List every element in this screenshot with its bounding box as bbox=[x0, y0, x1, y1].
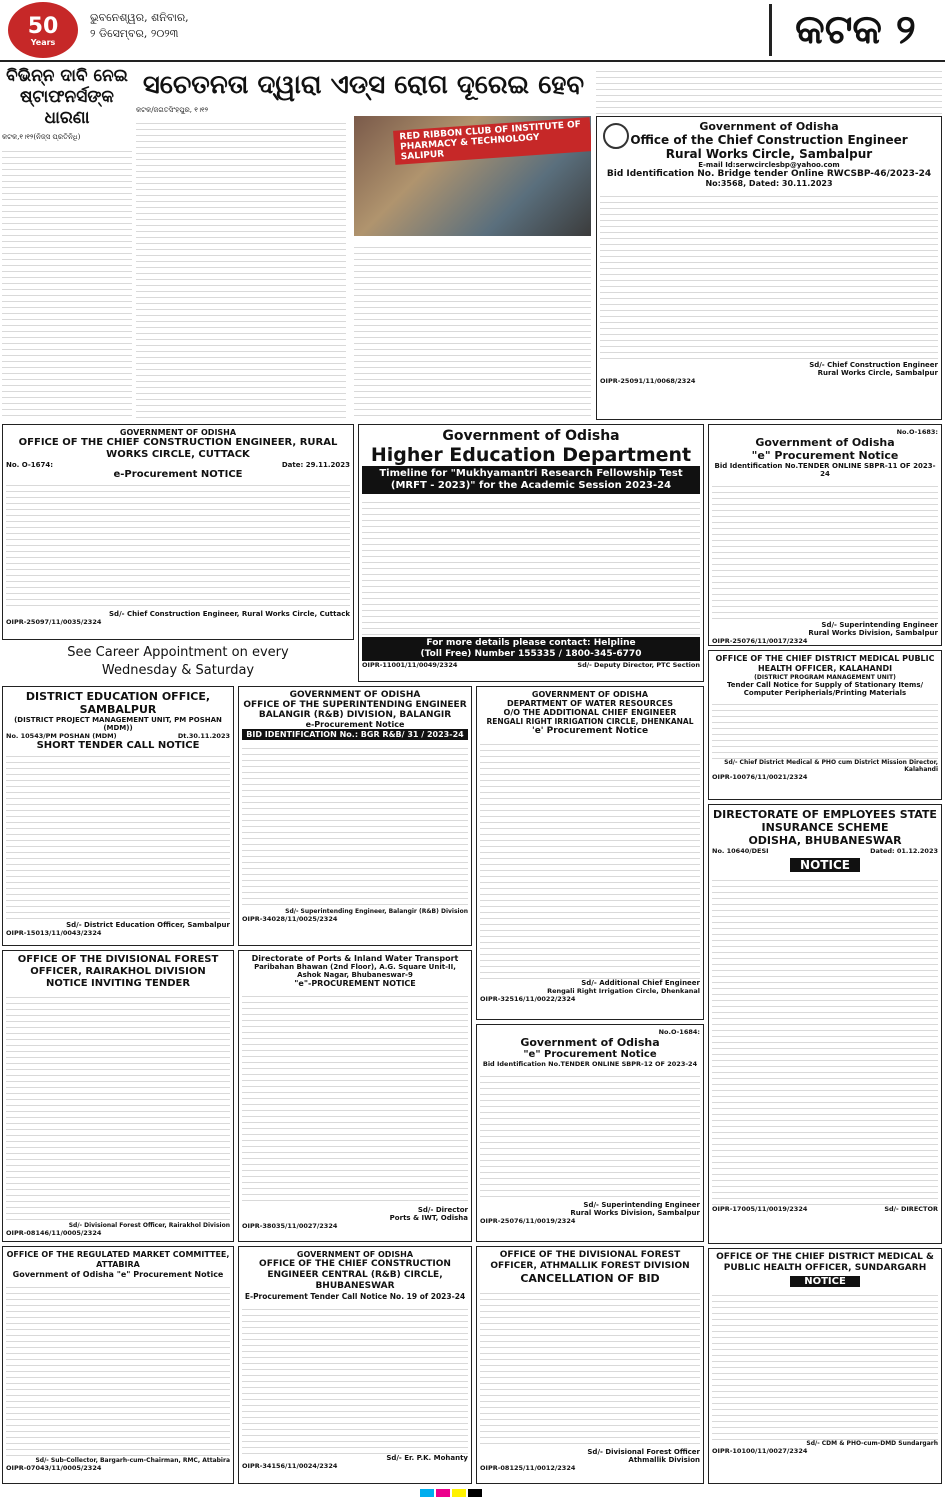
ad-signature: Sd/- Additional Chief Engineer bbox=[581, 979, 700, 987]
ad-signature: Sd/- Deputy Director, PTC Section bbox=[577, 661, 700, 669]
ad-kalahandi bbox=[708, 650, 942, 800]
ad-title: OFFICE OF THE REGULATED MARKET COMMITTEE, ATTABIRA bbox=[6, 1250, 230, 1269]
ad-water-resources bbox=[476, 686, 704, 1020]
ad-body bbox=[480, 739, 700, 979]
ad-dept: Higher Education Department bbox=[370, 444, 692, 466]
ad-body bbox=[6, 992, 230, 1222]
ad-title: OFFICE OF THE DIVISIONAL FOREST OFFICER, RAIRAKHOL DIVISION bbox=[17, 954, 219, 977]
story-right-strip bbox=[596, 66, 942, 114]
ad-body bbox=[242, 743, 468, 908]
ad-notice-title: NOTICE bbox=[790, 1276, 860, 1287]
ad-signature-2: Athmallik Division bbox=[628, 1456, 700, 1464]
ad-body bbox=[6, 480, 350, 610]
ad-signature-2: Rural Works Division, Sambalpur bbox=[808, 629, 938, 637]
ad-oipr: OIPR-32516/11/0022/2324 bbox=[480, 995, 576, 1003]
ad-banner bbox=[362, 466, 700, 494]
ad-district-education bbox=[2, 686, 234, 946]
ad-office: OFFICE OF THE SUPERINTENDING ENGINEER bbox=[243, 700, 467, 710]
ad-bid-id: Bid Identification No.TENDER ONLINE SBPR-11 OF 2023-24 bbox=[714, 462, 936, 478]
ad-higher-education bbox=[358, 424, 704, 682]
ad-signature-2: Rural Works Circle, Sambalpur bbox=[817, 369, 938, 377]
ad-body bbox=[242, 991, 468, 1206]
ad-signature: Sd/- DIRECTOR bbox=[884, 1205, 938, 1213]
career-line-1: See Career Appointment on every bbox=[67, 645, 289, 660]
story-main bbox=[136, 66, 591, 420]
register-mark-yellow bbox=[452, 1489, 466, 1497]
ad-gov: GOVERNMENT OF ODISHA bbox=[119, 428, 237, 437]
ad-subtitle: (DISTRICT PROGRAM MANAGEMENT UNIT) bbox=[754, 674, 896, 681]
ad-oipr: OIPR-17005/11/0019/2324 bbox=[712, 1205, 808, 1213]
ad-oipr: OIPR-34156/11/0024/2324 bbox=[242, 1462, 338, 1470]
ad-title: OFFICE OF THE CHIEF DISTRICT MEDICAL & PUBLIC HEALTH OFFICER, SUNDARGARH bbox=[716, 1252, 934, 1273]
story-left-dateline: କଟକ,୧।୧୨(ନିଜ୍ସ ପ୍ରତିନିଧି) bbox=[2, 133, 81, 141]
ad-city: ODISHA, BHUBANESWAR bbox=[748, 834, 902, 847]
ad-circle: Rural Works Circle, Sambalpur bbox=[665, 147, 873, 161]
ad-gov: GOVERNMENT OF ODISHA bbox=[296, 1250, 414, 1259]
ad-oipr: OIPR-11001/11/0049/2324 bbox=[362, 661, 458, 669]
ad-title: "e" Procurement Notice bbox=[523, 1049, 657, 1060]
ad-office: OFFICE OF THE CHIEF CONSTRUCTION ENGINEER, RURAL WORKS CIRCLE, CUTTACK bbox=[18, 437, 338, 460]
logo-subtitle: Years bbox=[30, 38, 56, 47]
ad-notice-title: e-Procurement Notice bbox=[305, 720, 405, 729]
ad-oipr: OIPR-07043/11/0005/2324 bbox=[6, 1464, 102, 1472]
ad-oipr: OIPR-25097/11/0035/2324 bbox=[6, 618, 102, 626]
ad-banner-line-1: Timeline for "Mukhyamantri Research Fellowship Test bbox=[379, 468, 683, 479]
register-mark-black bbox=[468, 1489, 482, 1497]
ad-title: "e" Procurement Notice bbox=[751, 449, 899, 462]
ad-title: DISTRICT EDUCATION OFFICE, SAMBALPUR bbox=[25, 690, 211, 716]
city-name: କଟକ bbox=[795, 6, 882, 53]
ad-notice-title: CANCELLATION OF BID bbox=[520, 1272, 660, 1285]
newspaper-logo bbox=[8, 2, 78, 58]
register-mark-magenta bbox=[436, 1489, 450, 1497]
ad-no-date: No:3568, Dated: 30.11.2023 bbox=[705, 179, 833, 188]
ad-oipr: OIPR-08146/11/0005/2324 bbox=[6, 1229, 102, 1237]
ad-signature-2: Ports & IWT, Odisha bbox=[389, 1214, 468, 1222]
tollfree-line: (Toll Free) Number 155335 / 1800-345-6770 bbox=[420, 649, 642, 659]
ad-signature: Sd/- Director bbox=[417, 1206, 468, 1214]
ad-bid-id: Bid Identification No.TENDER ONLINE SBPR-12 OF 2023-24 bbox=[482, 1060, 698, 1068]
ad-gov: GOVERNMENT OF ODISHA bbox=[531, 690, 649, 699]
ad-oipr: OIPR-25076/11/0019/2324 bbox=[480, 1217, 576, 1225]
ad-signature: Sd/- CDM & PHO-cum-DMD Sundargarh bbox=[806, 1440, 938, 1447]
ad-signature: Sd/- Chief District Medical & PHO cum District Mission Director, Kalahandi bbox=[724, 759, 938, 773]
ad-signature: Sd/- Chief Construction Engineer bbox=[809, 361, 938, 369]
ad-signature: Sd/- Sub-Collector, Bargarh-cum-Chairman, RMC, Attabira bbox=[35, 1457, 230, 1464]
story-left-body bbox=[2, 146, 132, 416]
masthead bbox=[0, 0, 945, 62]
ad-signature: Sd/- District Education Officer, Sambalpur bbox=[66, 921, 230, 929]
ad-gov: Government of Odisha bbox=[520, 1036, 660, 1049]
ad-no: No.O-1683: bbox=[896, 428, 938, 436]
ad-body bbox=[600, 191, 938, 361]
ad-body bbox=[362, 497, 700, 637]
ad-notice-title: Tender Call Notice for Supply of Stationary Items/ Computer Peripherials/Printing Materials bbox=[726, 681, 924, 697]
photo-banner-text: RED RIBBON CLUB OF INSTITUTE OF PHARMACY & TECHNOLOGY SALIPUR bbox=[393, 117, 591, 165]
ad-esi bbox=[708, 804, 942, 1244]
ad-office: O/O THE ADDITIONAL CHIEF ENGINEER bbox=[503, 708, 677, 717]
ad-attabira bbox=[2, 1246, 234, 1484]
ad-signature: Sd/- Superintending Engineer, Balangir (R&B) Division bbox=[285, 908, 468, 915]
ad-body bbox=[6, 1282, 230, 1457]
ad-division: RENGALI RIGHT IRRIGATION CIRCLE, DHENKANAL bbox=[486, 717, 694, 726]
ad-title: OFFICE OF THE CHIEF CONSTRUCTION ENGINEER CENTRAL (R&B) CIRCLE, BHUBANESWAR bbox=[259, 1259, 451, 1291]
ad-body bbox=[712, 875, 938, 1205]
ad-signature: Sd/- Divisional Forest Officer, Rairakhol Division bbox=[68, 1222, 230, 1229]
ad-dept: DEPARTMENT OF WATER RESOURCES bbox=[507, 699, 673, 708]
ad-title: DIRECTORATE OF EMPLOYEES STATE INSURANCE SCHEME bbox=[713, 808, 937, 834]
ad-body bbox=[712, 1290, 938, 1440]
ad-balangir bbox=[238, 686, 472, 946]
ad-signature-2: Rengali Right Irrigation Circle, Dhenkanal bbox=[547, 987, 700, 995]
career-strip bbox=[2, 644, 354, 682]
ad-date: Dt.30.11.2023 bbox=[177, 732, 230, 740]
ad-body bbox=[712, 481, 938, 621]
ad-bid-id: BID IDENTIFICATION No.: BGR R&B/ 31 / 2023-24 bbox=[242, 729, 468, 740]
ad-bid-id: Bid Identification No. Bridge tender Online RWCSBP-46/2023-24 bbox=[606, 169, 932, 179]
story-left bbox=[2, 66, 132, 420]
ad-office: Office of the Chief Construction Engineer bbox=[630, 133, 908, 147]
ad-gov: Government of Odisha bbox=[755, 436, 895, 449]
ad-no: No. 10543/PM POSHAN (MDM) bbox=[6, 732, 117, 740]
ad-title: OFFICE OF THE DIVISIONAL FOREST OFFICER, ATHMALLIK FOREST DIVISION bbox=[490, 1250, 690, 1271]
ad-notice-title: E-Procurement Tender Call Notice No. 19 of 2023-24 bbox=[244, 1292, 466, 1301]
ad-body bbox=[480, 1288, 700, 1448]
story-left-headline-1: ବିଭିନ୍ନ ଦାବି ନେଇ bbox=[6, 66, 128, 86]
ad-notice-title: 'e' Procurement Notice bbox=[531, 726, 649, 736]
ad-rural-sambalpur-12 bbox=[476, 1024, 704, 1242]
ad-notice-title: "e"-PROCUREMENT NOTICE bbox=[294, 979, 416, 988]
ad-oipr: OIPR-34028/11/0025/2324 bbox=[242, 915, 338, 923]
ad-central-rb bbox=[238, 1246, 472, 1484]
ad-athmallik bbox=[476, 1246, 704, 1484]
ad-signature: Sd/- Divisional Forest Officer bbox=[587, 1448, 700, 1456]
ad-subtitle: Paribahan Bhawan (2nd Floor), A.G. Square Unit-II, Ashok Nagar, Bhubaneswar-9 bbox=[254, 963, 456, 979]
ad-signature: Sd/- Superintending Engineer bbox=[821, 621, 938, 629]
story-main-headline: ସଚେତନତା ଦ୍ୱାରା ଏଡ୍ସ ରୋଗ ଦୂରେଇ ହେବ bbox=[142, 70, 585, 100]
ad-oipr: OIPR-25076/11/0017/2324 bbox=[712, 637, 808, 645]
ad-signature: Sd/- Superintending Engineer bbox=[583, 1201, 700, 1209]
ad-body bbox=[480, 1071, 700, 1201]
ad-gov: Government of Odisha bbox=[442, 428, 620, 444]
ad-oipr: OIPR-38035/11/0027/2324 bbox=[242, 1222, 338, 1230]
story-main-dateline: କଟକ/ଜଗତସିଂହପୁର, ୧।୧୨ bbox=[136, 106, 209, 114]
career-line-2: Wednesday & Saturday bbox=[101, 663, 255, 678]
ad-helpline bbox=[362, 637, 700, 661]
ad-cuttack bbox=[2, 424, 354, 640]
ad-rural-works-sambalpur bbox=[596, 116, 942, 420]
register-mark-cyan bbox=[420, 1489, 434, 1497]
odisha-emblem-icon bbox=[603, 123, 629, 149]
ad-title: Directorate of Ports & Inland Water Transport bbox=[251, 954, 459, 963]
story-left-headline-2: ଷ୍ଟାଫନର୍ସଙ୍କ ଧାରଣା bbox=[20, 87, 114, 128]
ad-email: E-mail Id:serwcirclesbp@yahoo.com bbox=[698, 161, 840, 169]
story-main-body-col2 bbox=[354, 242, 591, 418]
ad-notice-title: NOTICE INVITING TENDER bbox=[45, 978, 191, 989]
ad-oipr: OIPR-25091/11/0068/2324 bbox=[600, 377, 696, 385]
story-main-photo bbox=[354, 116, 591, 236]
story-main-body-col1 bbox=[136, 118, 346, 418]
ad-notice-title: e-Procurement NOTICE bbox=[113, 469, 243, 480]
date-line-2: ୨ ଡିସେମ୍ବର, ୨୦୨୩ bbox=[90, 27, 179, 40]
ad-date: Date: 29.11.2023 bbox=[281, 461, 350, 469]
ad-signature: Sd/- Chief Construction Engineer, Rural Works Circle, Cuttack bbox=[109, 610, 350, 618]
ad-gov: GOVERNMENT OF ODISHA bbox=[289, 690, 421, 700]
ad-no: No.O-1684: bbox=[658, 1028, 700, 1036]
ad-ports bbox=[238, 950, 472, 1242]
ad-notice-title: NOTICE bbox=[790, 858, 860, 872]
ad-forest-rairakhol bbox=[2, 950, 234, 1242]
ad-date: Dated: 01.12.2023 bbox=[870, 847, 938, 855]
dateline bbox=[90, 10, 189, 42]
ad-sundargarh bbox=[708, 1248, 942, 1484]
ad-body bbox=[712, 699, 938, 759]
date-line-1: ଭୁବନେଶ୍ୱର, ଶନିବାର, bbox=[90, 11, 189, 24]
ad-body bbox=[242, 1304, 468, 1454]
ad-subtitle: (DISTRICT PROJECT MANAGEMENT UNIT, PM POSHAN (MDM)) bbox=[14, 716, 222, 732]
ad-division: BALANGIR (R&B) DIVISION, BALANGIR bbox=[258, 710, 452, 720]
ad-notice-title: SHORT TENDER CALL NOTICE bbox=[36, 740, 200, 751]
ad-no: No. 10640/DESI bbox=[712, 847, 769, 855]
ad-oipr: OIPR-08125/11/0012/2324 bbox=[480, 1464, 576, 1472]
ad-body bbox=[6, 751, 230, 921]
ad-gov: Government of Odisha bbox=[699, 120, 839, 133]
ad-oipr: OIPR-10076/11/0021/2324 bbox=[712, 773, 808, 781]
ad-notice-title: Government of Odisha "e" Procurement Notice bbox=[12, 1270, 224, 1279]
ad-signature-2: Rural Works Division, Sambalpur bbox=[570, 1209, 700, 1217]
ad-signature: Sd/- Er. P.K. Mohanty bbox=[386, 1454, 468, 1462]
ad-oipr: OIPR-10100/11/0027/2324 bbox=[712, 1447, 808, 1455]
page-number: ୨ bbox=[895, 6, 916, 53]
logo-number: 50 bbox=[27, 14, 59, 39]
ad-title: OFFICE OF THE CHIEF DISTRICT MEDICAL PUBLIC HEALTH OFFICER, KALAHANDI bbox=[715, 654, 935, 673]
ad-banner-line-2: (MRFT - 2023)" for the Academic Session 2023-24 bbox=[390, 480, 672, 491]
helpline-line: For more details please contact: Helpline bbox=[426, 638, 636, 648]
page-city-label bbox=[769, 4, 939, 56]
ad-oipr: OIPR-15013/11/0043/2324 bbox=[6, 929, 102, 937]
ad-rural-sambalpur-2 bbox=[708, 424, 942, 646]
ad-tender-no: No. O-1674: bbox=[6, 461, 54, 469]
